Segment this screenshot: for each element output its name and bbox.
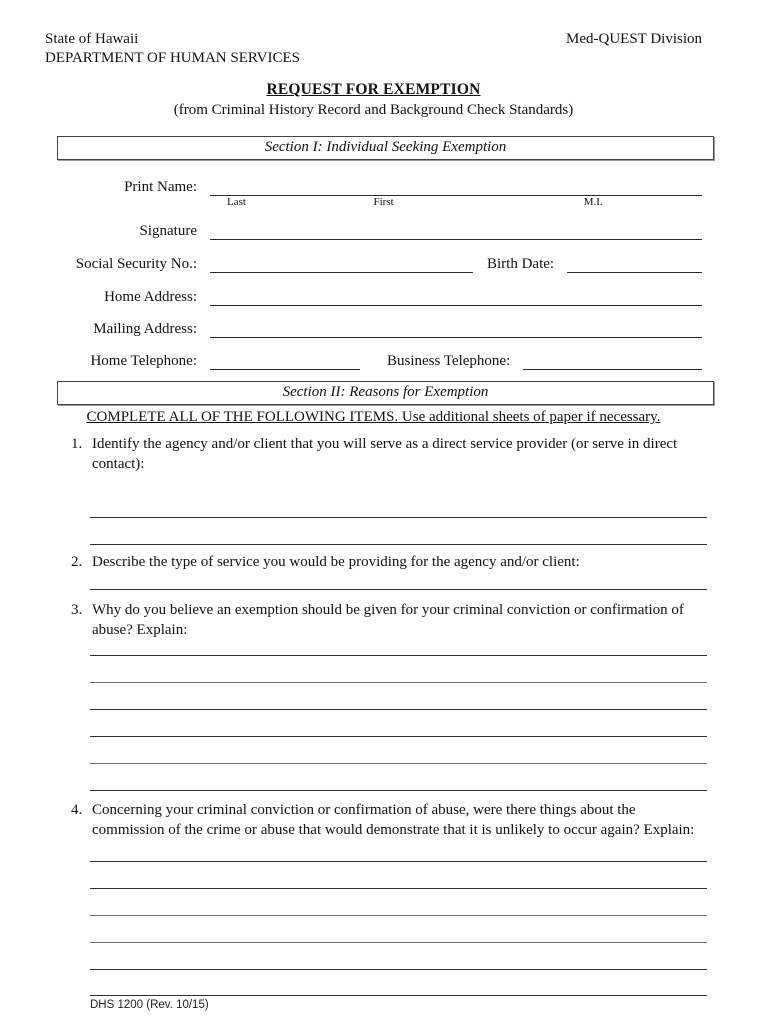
question-1-text: Identify the agency and/or client that you will serve as a direct service provider (or serve in direct contact): — [92, 436, 678, 472]
department-name: DEPARTMENT OF HUMAN SERVICES — [45, 50, 301, 66]
form-subtitle: (from Criminal History Record and Background Check Standards) — [173, 102, 574, 118]
mailing-address-label: Mailing Address: — [93, 321, 197, 337]
mailing-address-line[interactable] — [210, 319, 702, 338]
question-3-text: Why do you believe an exemption should be given for your criminal conviction or confirmation of abuse? Explain: — [92, 601, 684, 638]
question-4-answer-area — [90, 838, 707, 996]
first-name-sublabel: First — [373, 196, 394, 208]
home-address-row — [45, 287, 702, 306]
ssn-label: Social Security No.: — [75, 256, 197, 272]
answer-line[interactable] — [90, 737, 707, 764]
question-3 — [71, 601, 702, 641]
answer-line[interactable] — [90, 943, 707, 970]
question-2-number: 2. — [71, 553, 83, 570]
page-header — [45, 30, 702, 68]
business-phone-line[interactable] — [523, 351, 702, 370]
question-4 — [71, 801, 702, 841]
answer-line[interactable] — [90, 683, 707, 710]
home-phone-line[interactable] — [210, 351, 360, 370]
answer-line[interactable] — [90, 838, 707, 862]
answer-line[interactable] — [90, 916, 707, 943]
business-phone-label: Business Telephone: — [387, 353, 511, 369]
ssn-birthdate-row — [45, 254, 702, 273]
home-address-label: Home Address: — [104, 289, 197, 305]
answer-line[interactable] — [90, 970, 707, 996]
middle-initial-sublabel: M.I. — [583, 196, 603, 208]
question-1 — [71, 435, 702, 475]
answer-line[interactable] — [90, 518, 707, 545]
answer-line[interactable] — [90, 764, 707, 791]
question-3-answer-area — [90, 631, 707, 791]
question-1-answer-area — [90, 493, 707, 545]
section-2-heading: Section II: Reasons for Exemption — [57, 381, 714, 405]
answer-line[interactable] — [90, 710, 707, 737]
question-4-text: Concerning your criminal conviction or confirmation of abuse, were there things about the commission of the crime or abuse that would demonstrate that it is unlikely to occur again? Explain: — [92, 801, 695, 838]
question-2-text: Describe the type of service you would be providing for the agency and/or client: — [92, 553, 580, 570]
question-3-number: 3. — [71, 601, 83, 618]
answer-line[interactable] — [90, 493, 707, 518]
print-name-label: Print Name: — [124, 179, 197, 195]
question-1-number: 1. — [71, 436, 83, 452]
home-address-line[interactable] — [210, 287, 702, 306]
signature-row — [45, 221, 702, 240]
section-2-instruction: COMPLETE ALL OF THE FOLLOWING ITEMS. Use additional sheets of paper if necessary. — [86, 409, 661, 425]
form-title: REQUEST FOR EXEMPTION — [266, 81, 481, 98]
signature-line[interactable] — [210, 221, 702, 240]
question-2 — [71, 553, 702, 573]
division-name: Med-QUEST Division — [566, 31, 702, 47]
answer-line[interactable] — [90, 862, 707, 889]
ssn-line[interactable] — [210, 254, 473, 273]
print-name-row — [45, 177, 702, 196]
name-sublabels — [45, 196, 702, 210]
title-block — [45, 81, 702, 119]
form-number: DHS 1200 (Rev. 10/15) — [90, 998, 209, 1011]
birth-date-label: Birth Date: — [487, 256, 555, 272]
agency-block — [45, 30, 300, 68]
home-phone-label: Home Telephone: — [90, 353, 197, 369]
last-name-sublabel: Last — [227, 196, 246, 208]
answer-line[interactable] — [90, 889, 707, 916]
answer-line[interactable] — [90, 656, 707, 683]
section-1-heading: Section I: Individual Seeking Exemption — [57, 136, 714, 160]
state-name: State of Hawaii — [45, 31, 139, 47]
mailing-address-row — [45, 319, 702, 338]
signature-label: Signature — [139, 223, 197, 239]
birth-date-line[interactable] — [567, 254, 702, 273]
print-name-line[interactable] — [210, 177, 702, 196]
telephone-row — [45, 351, 702, 370]
question-4-number: 4. — [71, 801, 83, 818]
